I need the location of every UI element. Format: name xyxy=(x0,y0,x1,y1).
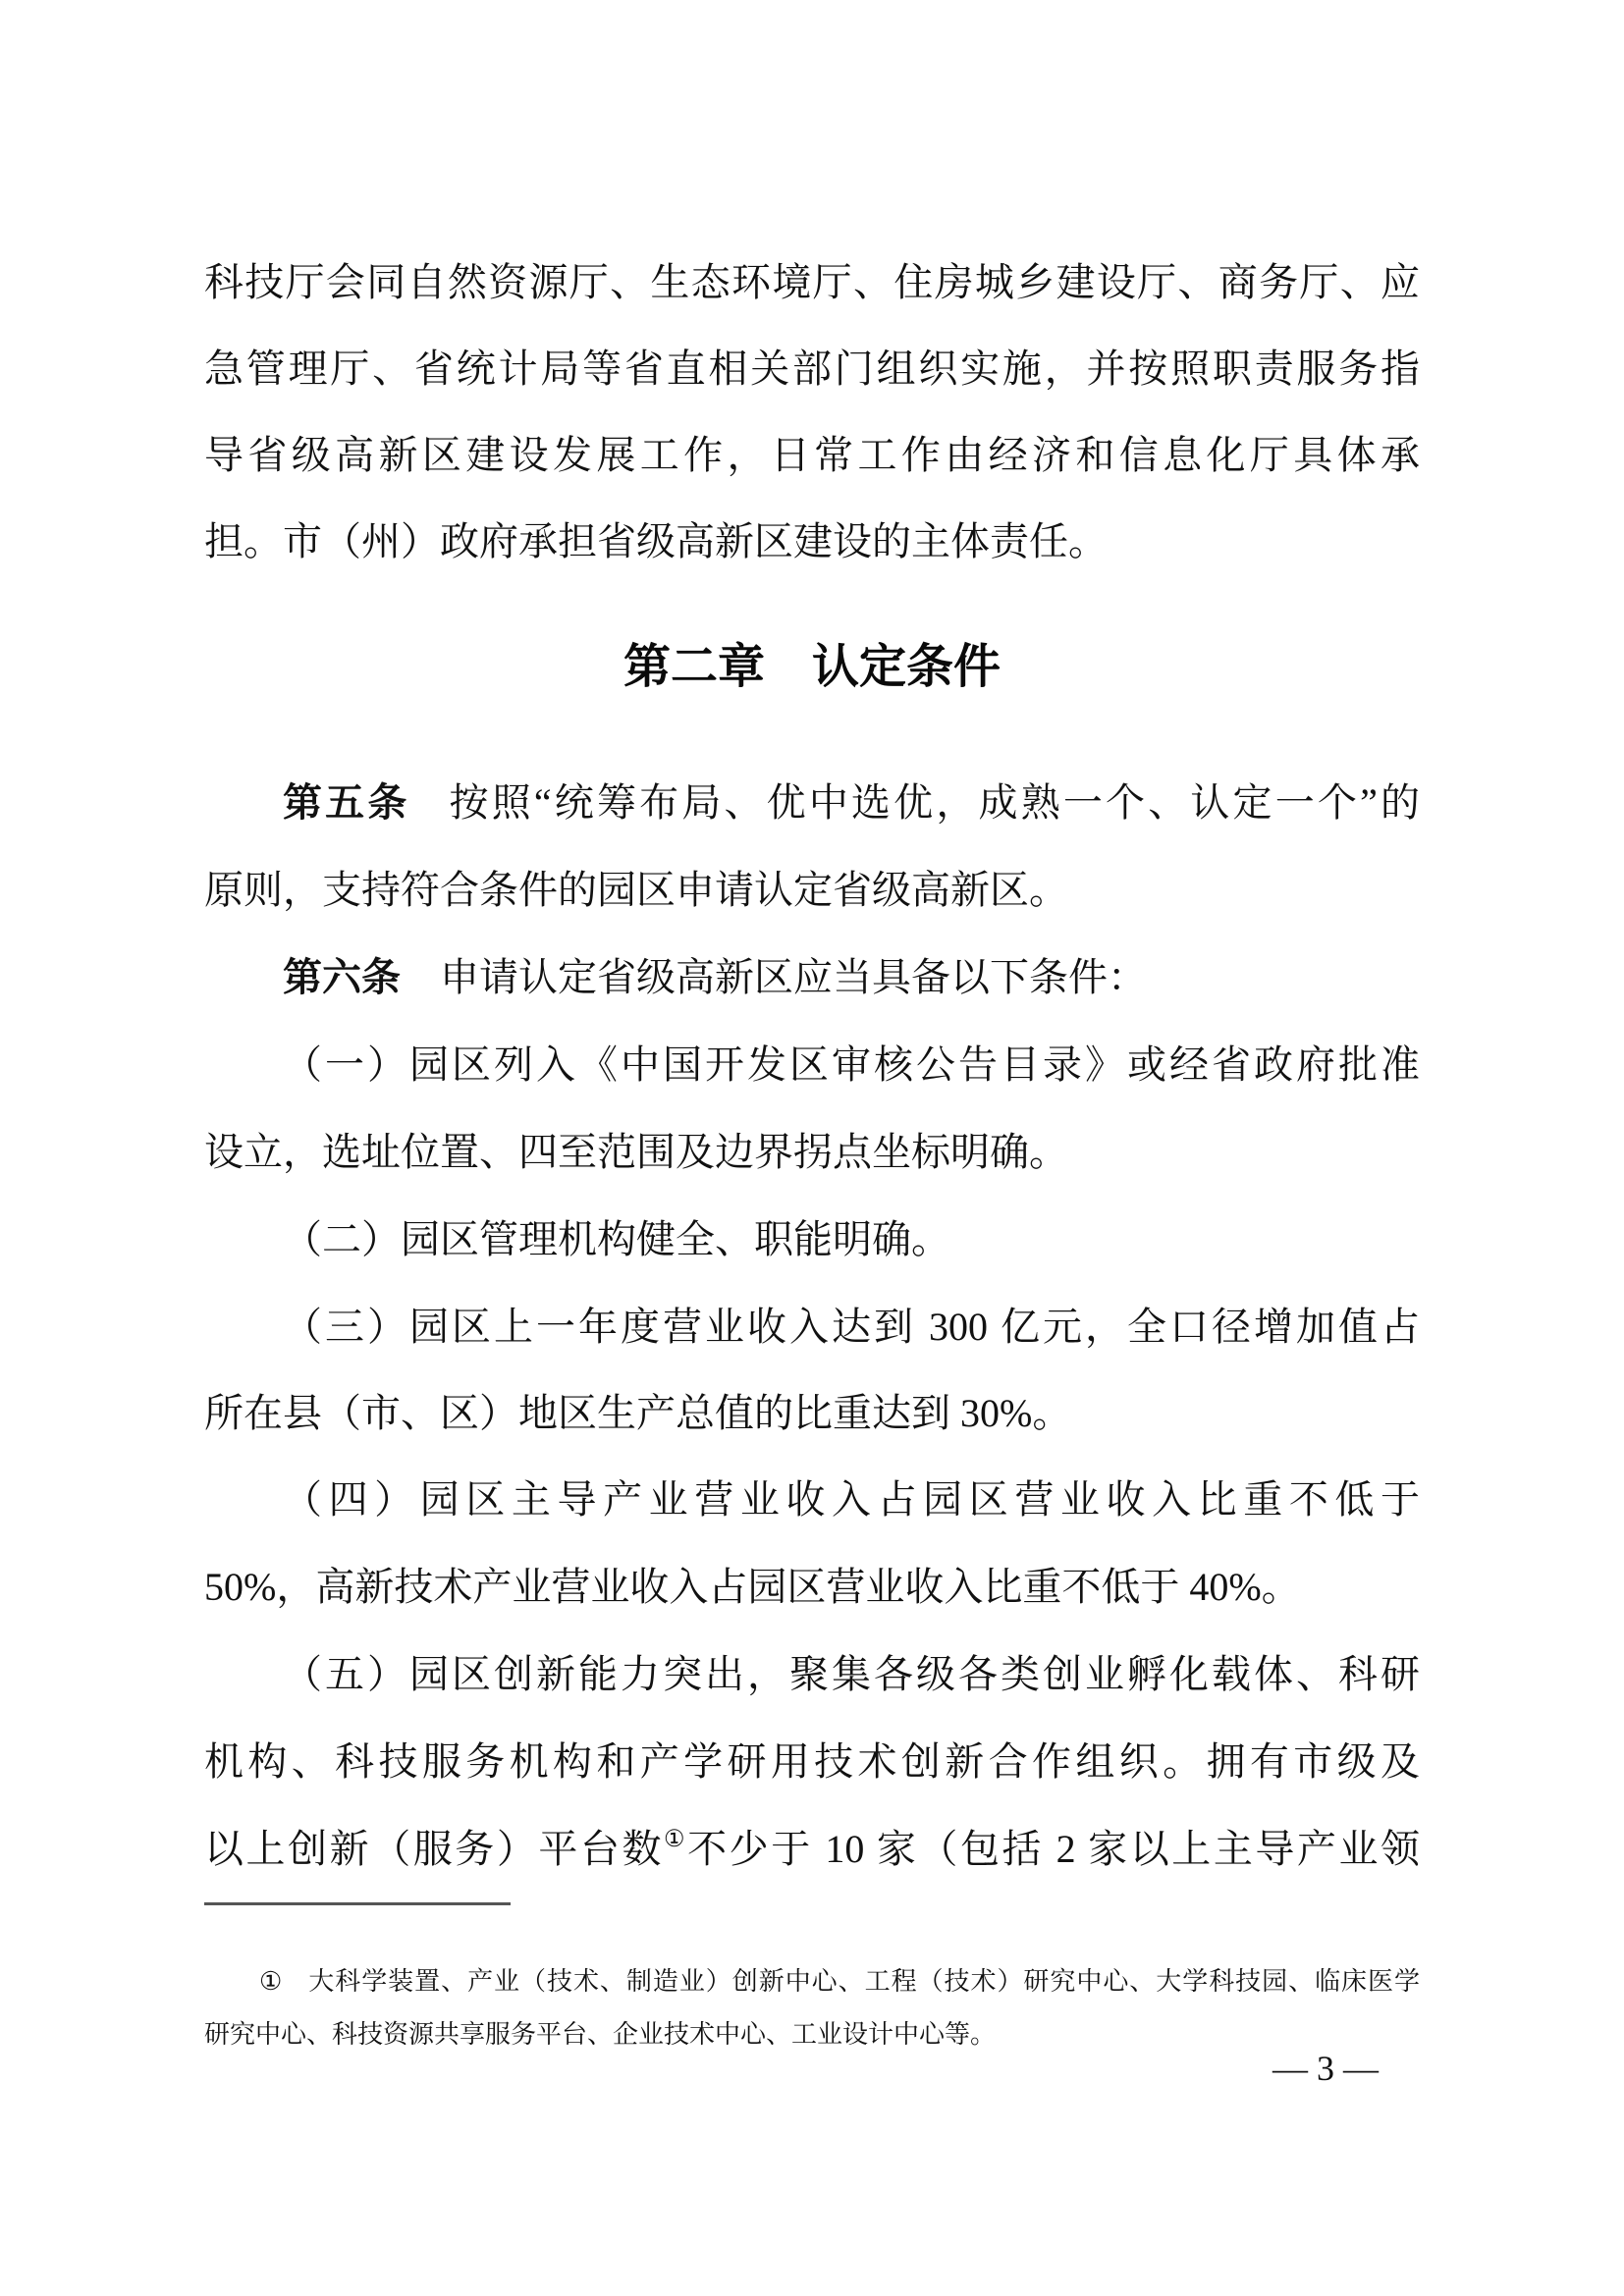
footnote-text: 大科学装置、产业（技术、制造业）创新中心、工程（技术）研究中心、大学科技园、临床医学 xyxy=(308,1967,1420,1996)
condition-5-text: 以上创新（服务）平台数 xyxy=(204,1827,665,1871)
condition-5-line xyxy=(204,1826,1420,1879)
condition-5-line: 机构、科技服务机构和产学研用技术创新合作组织。拥有市级及 xyxy=(204,1739,1420,1784)
condition-2-line: （二）园区管理机构健全、职能明确。 xyxy=(283,1217,950,1261)
article-6-line xyxy=(204,954,1420,1001)
footnote-separator xyxy=(204,1902,511,1905)
condition-5-text: 不少于 10 家（包括 2 家以上主导产业领 xyxy=(687,1827,1421,1871)
body-line: 科技厅会同自然资源厅、生态环境厅、住房城乡建设厅、商务厅、应 xyxy=(204,260,1420,304)
body-line: 担。市（州）政府承担省级高新区建设的主体责任。 xyxy=(204,519,1108,563)
article-5-text: 按照“统筹布局、优中选优，成熟一个、认定一个”的 xyxy=(449,780,1421,825)
condition-3-line: 所在县（市、区）地区生产总值的比重达到 30%。 xyxy=(204,1391,1072,1435)
article-5-line xyxy=(204,779,1420,827)
condition-1-line: （一）园区列入《中国开发区审核公告目录》或经省政府批准 xyxy=(283,1042,1420,1087)
body-line: 导省级高新区建设发展工作，日常工作由经济和信息化厅具体承 xyxy=(204,433,1420,477)
chapter-heading: 第二章 认定条件 xyxy=(623,641,1001,693)
article-5-line: 原则，支持符合条件的园区申请认定省级高新区。 xyxy=(204,868,1068,912)
condition-3-line: （三）园区上一年度营业收入达到 300 亿元，全口径增加值占 xyxy=(283,1305,1420,1349)
condition-4-line: （四）园区主导产业营业收入占园区营业收入比重不低于 xyxy=(283,1477,1420,1522)
footnote-reference: ① xyxy=(664,1827,688,1852)
page-number: — 3 — xyxy=(1272,2049,1379,2088)
article-5-lead: 第五条 xyxy=(283,781,410,825)
footnote-marker: ① xyxy=(259,1967,284,1996)
article-6-text: 申请认定省级高新区应当具备以下条件： xyxy=(440,955,1147,999)
article-6-lead: 第六条 xyxy=(283,956,401,999)
body-line: 急管理厅、省统计局等省直相关部门组织实施，并按照职责服务指 xyxy=(204,347,1420,391)
condition-4-line: 50%，高新技术产业营业收入占园区营业收入比重不低于 40%。 xyxy=(204,1565,1301,1609)
condition-5-line: （五）园区创新能力突出，聚集各级各类创业孵化载体、科研 xyxy=(283,1652,1420,1696)
condition-1-line: 设立，选址位置、四至范围及边界拐点坐标明确。 xyxy=(204,1130,1068,1174)
footnote-line: 研究中心、科技资源共享服务平台、企业技术中心、工业设计中心等。 xyxy=(204,2020,997,2049)
footnote-line xyxy=(204,1965,1420,1999)
